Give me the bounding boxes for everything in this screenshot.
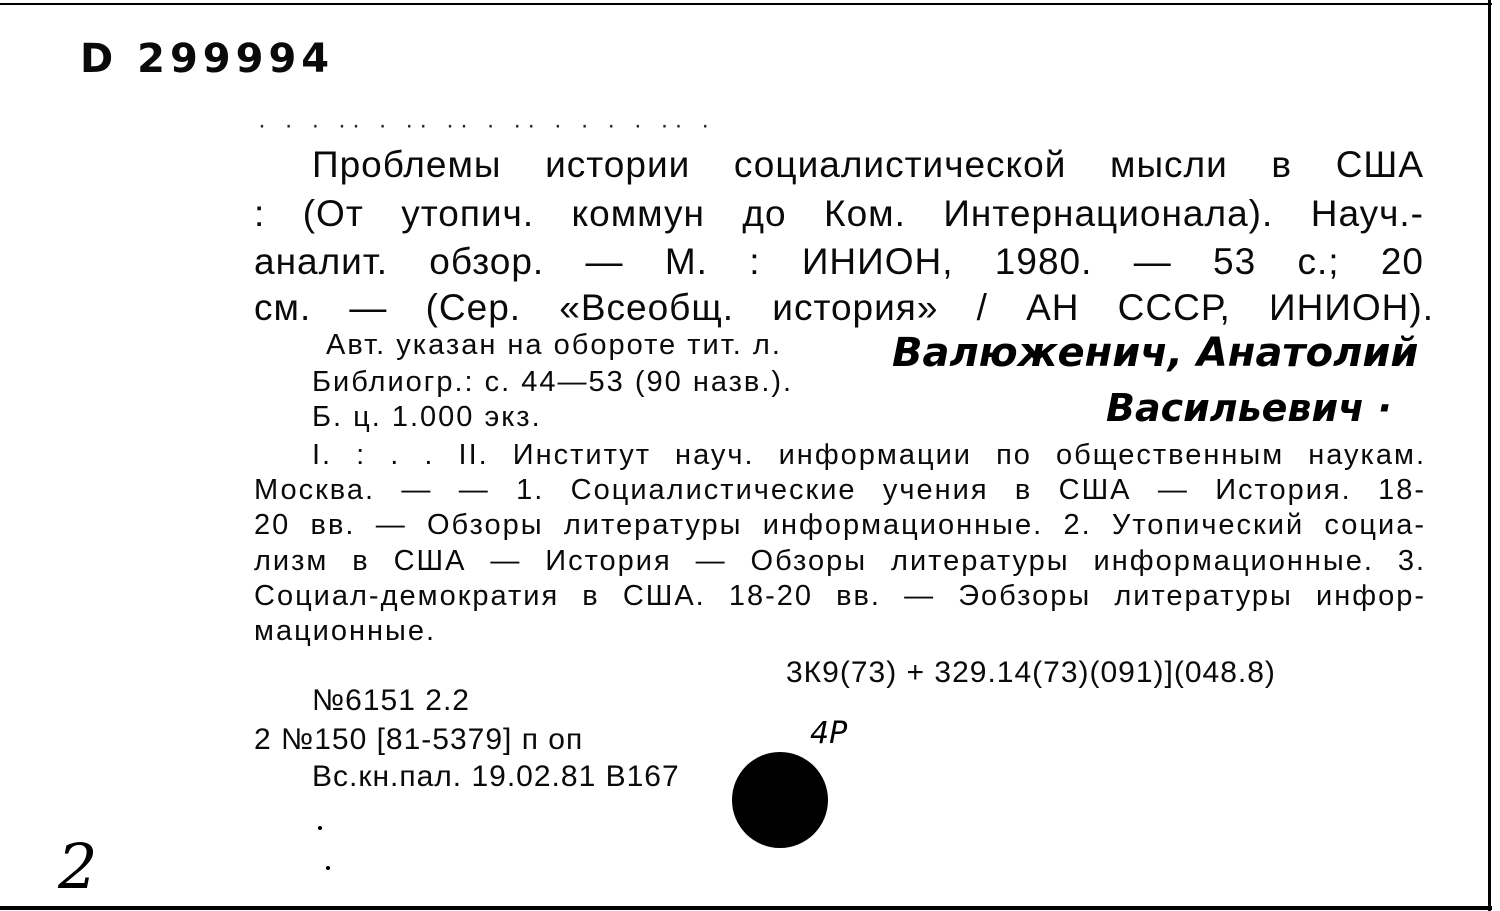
speck xyxy=(326,866,330,870)
subject-line-1: I. : . . II. Институт науч. информации по общественным наукам. xyxy=(312,439,1426,471)
subject-line-4: лизм в США — История — Обзоры литературы информационные. 3. xyxy=(254,545,1426,577)
note-author: Авт. указан на обороте тит. л. xyxy=(326,329,782,361)
card-top-edge xyxy=(0,3,1492,5)
punched-hole-mark xyxy=(732,752,828,848)
note-price: Б. ц. 1.000 экз. xyxy=(312,401,542,433)
handwritten-patronymic: Васильевич · xyxy=(1106,386,1392,430)
subject-line-2: Москва. — — 1. Социалистические учения в США — История. 18- xyxy=(254,474,1426,506)
footer-line-1: №6151 2.2 xyxy=(312,684,470,717)
classification-code: 3К9(73) + 329.14(73)(091)](048.8) xyxy=(786,656,1276,689)
handwritten-author-name: Валюженич, Анатолий xyxy=(892,330,1419,376)
handwritten-mark: 4Р xyxy=(810,716,848,751)
speck xyxy=(318,826,322,830)
title-line-3: аналит. обзор. — М. : ИНИОН, 1980. — 53 с.; 20 xyxy=(254,241,1424,282)
footer-line-3: Вс.кн.пал. 19.02.81 В167 xyxy=(312,760,680,793)
title-line-2: : (От утопич. коммун до Ком. Интернационала). Науч.- xyxy=(254,193,1424,234)
note-bibliography: Библиогр.: с. 44—53 (90 назв.). xyxy=(312,366,794,398)
title-line-4: см. — (Сер. «Всеобщ. история» / АН СССР, ИНИОН). xyxy=(254,287,1434,328)
subject-line-3: 20 вв. — Обзоры литературы информационные. 2. Утопический социа- xyxy=(254,509,1426,541)
card-bottom-edge xyxy=(0,906,1492,910)
subject-line-6: мационные. xyxy=(254,615,437,647)
handwritten-corner-number: 2 xyxy=(58,830,98,903)
faint-heading-line: · · · ·· · ·· ·· · ·· · · · · ·· · xyxy=(258,112,716,139)
subject-line-5: Социал-демократия в США. 18-20 вв. — Эобзоры литературы инфор- xyxy=(254,580,1426,612)
title-line-1: Проблемы истории социалистической мысли в США xyxy=(312,144,1424,185)
card-number: D 299994 xyxy=(80,36,335,82)
footer-line-2: 2 №150 [81-5379] п оп xyxy=(254,723,584,756)
card-right-edge xyxy=(1488,0,1491,911)
